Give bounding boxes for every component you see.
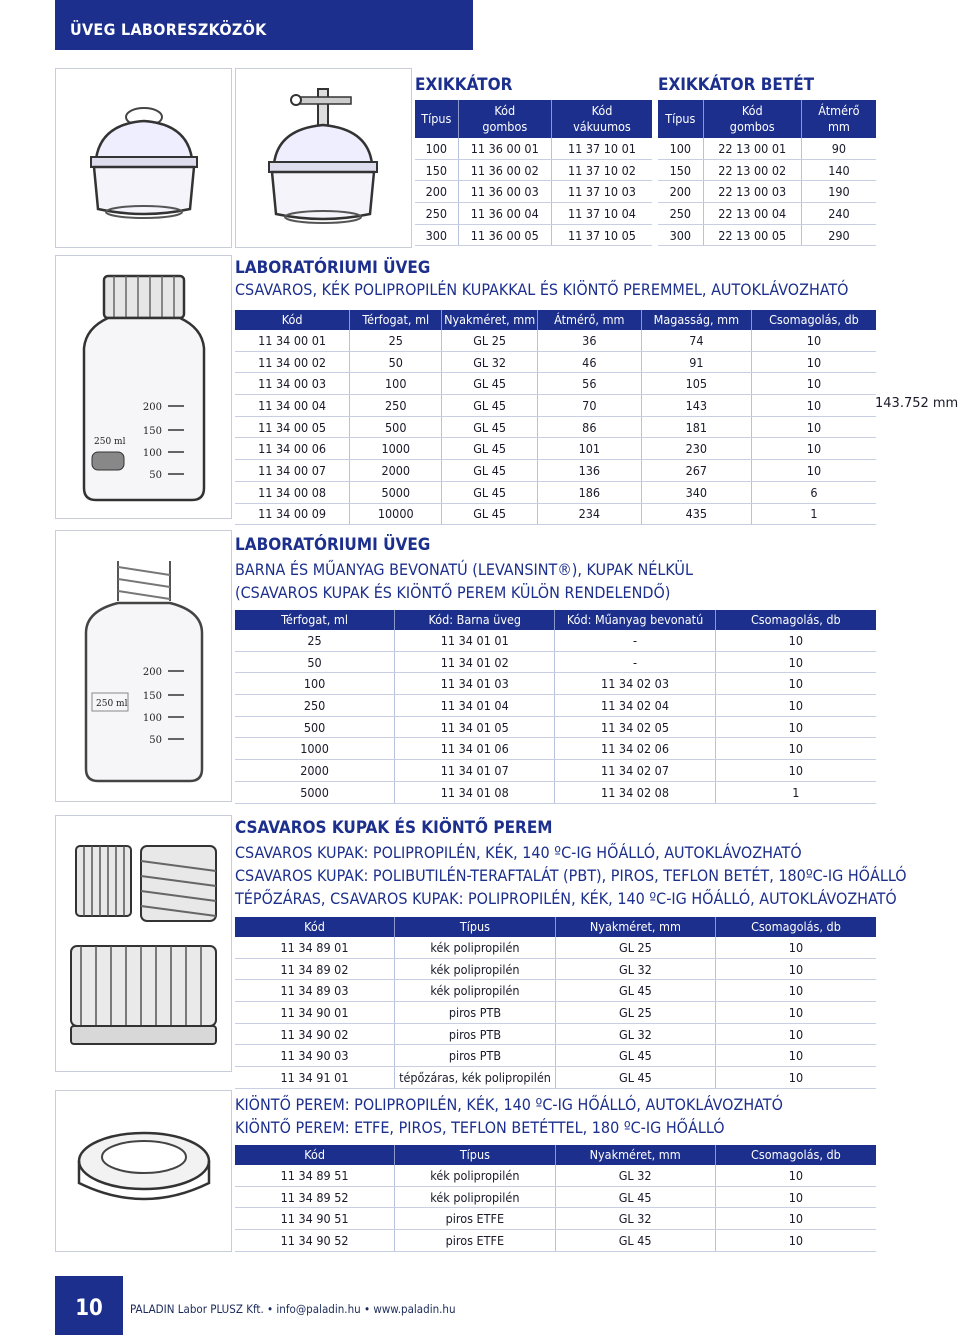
table-cell: 11 34 01 02 (395, 651, 555, 673)
table-cell: 11 34 90 03 (235, 1045, 395, 1067)
table-cell: 11 34 02 08 (555, 781, 715, 803)
table-cell: 1000 (350, 438, 442, 460)
table-cell: 181 (641, 416, 751, 438)
table-row (235, 416, 876, 438)
table-cell: 435 (641, 503, 751, 525)
desiccator-image (55, 68, 232, 248)
table-cell: 300 (415, 224, 458, 246)
table-cell: 11 34 90 02 (235, 1023, 395, 1045)
table-cell: 10 (751, 351, 876, 373)
table-row (235, 958, 876, 980)
table-header-row (235, 310, 876, 330)
desiccator-drawing (56, 69, 231, 247)
table-cell: 1000 (235, 738, 395, 760)
table-cell: 10 (715, 738, 876, 760)
bottle-volume-label: 250 ml (94, 437, 126, 447)
table-cell: GL 25 (442, 330, 537, 351)
column-header: Nyakméret, mm (555, 917, 715, 937)
grad-label-b1: 200 (142, 667, 162, 678)
table-row (235, 695, 876, 717)
table-header-row (235, 610, 876, 630)
table-cell: GL 45 (442, 481, 537, 503)
table-cell: 11 37 10 02 (551, 159, 652, 181)
column-header: Csomagolás, db (751, 310, 876, 330)
table-cell: 140 (801, 159, 876, 181)
table-cell: 56 (537, 373, 641, 395)
lab-glass-2-subtitle-1: BARNA ÉS MŰANYAG BEVONATÚ (LEVANSINT®), KUPAK NÉLKÜL (235, 560, 693, 579)
table-cell: piros ETFE (395, 1230, 555, 1252)
column-header: Térfogat, ml (350, 310, 442, 330)
column-header: Nyakméret, mm (555, 1145, 715, 1165)
table-cell: 11 34 89 52 (235, 1186, 395, 1208)
table-cell: 22 13 00 03 (703, 181, 801, 203)
exikkator-betet-table (658, 100, 876, 246)
table-cell: piros PTB (395, 1023, 556, 1045)
pour-ring-image (55, 1090, 232, 1252)
table-cell: 25 (350, 330, 442, 351)
table-cell: 10 (751, 460, 876, 482)
table-cell: 10 (751, 395, 876, 417)
table-cell: 11 34 00 06 (235, 438, 350, 460)
table-cell: 11 36 00 01 (458, 138, 551, 159)
table-cell: 11 34 89 01 (235, 937, 395, 958)
table-cell: 5000 (350, 481, 442, 503)
brown-bottle-volume-label: 250 ml (96, 699, 128, 709)
table-cell: 267 (641, 460, 751, 482)
table-cell: 10 (751, 416, 876, 438)
table-cell: 10 (715, 958, 876, 980)
table-cell: 10 (715, 716, 876, 738)
table-row (658, 138, 876, 159)
column-header: Típus (415, 100, 458, 138)
caps-line-2: CSAVAROS KUPAK: POLIBUTILÉN-TERAFTALÁT (PBT), PIROS, TEFLON BETÉT, 180ºC-IG HŐÁLLÓ (235, 866, 907, 885)
table-cell: 11 37 10 03 (551, 181, 652, 203)
table-cell: 100 (235, 673, 395, 695)
column-header: Kód (235, 1145, 395, 1165)
table-cell: GL 45 (442, 460, 537, 482)
table-row (235, 330, 876, 351)
table-cell: 10 (715, 1023, 876, 1045)
column-header: Kód: Műanyag bevonatú (555, 610, 715, 630)
table-cell: 11 34 01 05 (395, 716, 555, 738)
grad-label-b4: 50 (149, 735, 162, 746)
table-cell: 10 (715, 1002, 876, 1024)
table-cell: GL 45 (555, 1067, 715, 1089)
grad-label-b3: 100 (142, 713, 162, 724)
table-cell: 11 34 90 51 (235, 1208, 395, 1230)
grad-label-4: 50 (149, 470, 162, 481)
grad-label-1: 200 (142, 402, 162, 413)
table-cell: 240 (801, 203, 876, 225)
table-cell: 500 (235, 716, 395, 738)
exikkator-table (415, 100, 652, 246)
dimension-note: 143.752 mm (875, 396, 959, 411)
table-cell: 250 (658, 203, 703, 225)
table-cell: 10 (715, 1045, 876, 1067)
table-cell: kék polipropilén (395, 1186, 555, 1208)
table-cell: GL 32 (442, 351, 537, 373)
table-cell: 11 34 00 07 (235, 460, 350, 482)
table-row (235, 630, 876, 651)
table-cell: 11 34 00 04 (235, 395, 350, 417)
table-row (235, 1208, 876, 1230)
table-cell: kék polipropilén (395, 958, 556, 980)
table-cell: GL 45 (555, 1186, 715, 1208)
table-header-row (235, 917, 876, 937)
table-cell: 10000 (350, 503, 442, 525)
table-cell: 70 (537, 395, 641, 417)
table-cell: GL 45 (555, 1045, 715, 1067)
table-cell: 11 34 89 51 (235, 1165, 395, 1186)
table-row (235, 1067, 876, 1089)
table-cell: GL 32 (555, 1208, 715, 1230)
table-header-row (415, 100, 652, 138)
table-cell: GL 25 (555, 937, 715, 958)
table-row (235, 1230, 876, 1252)
table-cell: 22 13 00 04 (703, 203, 801, 225)
table-cell: 200 (415, 181, 458, 203)
table-cell: piros PTB (395, 1045, 556, 1067)
table-cell: piros ETFE (395, 1208, 555, 1230)
table-cell: kék polipropilén (395, 1165, 555, 1186)
column-header: Típus (395, 1145, 555, 1165)
table-row (235, 481, 876, 503)
table-cell: 11 37 10 04 (551, 203, 652, 225)
column-header: Kód: Barna üveg (395, 610, 555, 630)
table-row (235, 651, 876, 673)
table-cell: 11 36 00 05 (458, 224, 551, 246)
table-cell: GL 45 (442, 395, 537, 417)
table-cell: 2000 (235, 760, 395, 782)
table-cell: 91 (641, 351, 751, 373)
table-cell: kék polipropilén (395, 937, 556, 958)
table-cell: 290 (801, 224, 876, 246)
table-cell: 10 (715, 1230, 876, 1252)
column-header: Típus (395, 917, 556, 937)
table-cell: 101 (537, 438, 641, 460)
table-cell: 2000 (350, 460, 442, 482)
column-header: Nyakméret, mm (442, 310, 537, 330)
table-cell: 11 37 10 05 (551, 224, 652, 246)
table-cell: 11 34 91 01 (235, 1067, 395, 1089)
table-cell: 11 34 89 02 (235, 958, 395, 980)
table-cell: 10 (715, 1165, 876, 1186)
table-row (235, 781, 876, 803)
column-header: Kód gombos (458, 100, 551, 138)
table-cell: 10 (715, 937, 876, 958)
table-cell: kék polipropilén (395, 980, 556, 1002)
table-row (658, 181, 876, 203)
table-cell: 250 (235, 695, 395, 717)
column-header: Kód vákuumos (551, 100, 652, 138)
table-cell: 230 (641, 438, 751, 460)
table-cell: 11 34 01 03 (395, 673, 555, 695)
table-cell: 11 37 10 01 (551, 138, 652, 159)
table-cell: - (555, 630, 715, 651)
table-row (235, 503, 876, 525)
table-row (235, 1165, 876, 1186)
table-cell: 90 (801, 138, 876, 159)
table-row (235, 760, 876, 782)
table-cell: 10 (715, 760, 876, 782)
table-cell: 10 (715, 651, 876, 673)
lab-glass-1-subtitle: CSAVAROS, KÉK POLIPROPILÉN KUPAKKAL ÉS KIÖNTŐ PEREMMEL, AUTOKLÁVOZHATÓ (235, 280, 849, 299)
table-cell: 10 (715, 980, 876, 1002)
table-cell: 22 13 00 02 (703, 159, 801, 181)
table-row (415, 138, 652, 159)
column-header: Csomagolás, db (715, 610, 876, 630)
table-cell: tépőzáras, kék polipropilén (395, 1067, 556, 1089)
table-row (415, 224, 652, 246)
table-cell: 36 (537, 330, 641, 351)
brown-bottle-image (55, 530, 232, 802)
pour-ring-line-1: KIÖNTŐ PEREM: POLIPROPILÉN, KÉK, 140 ºC-IG HŐÁLLÓ, AUTOKLÁVOZHATÓ (235, 1095, 783, 1114)
table-cell: 11 34 00 03 (235, 373, 350, 395)
table-cell: 11 34 02 07 (555, 760, 715, 782)
table-cell: GL 45 (442, 438, 537, 460)
table-cell: 86 (537, 416, 641, 438)
table-row (658, 224, 876, 246)
table-cell: 11 34 00 08 (235, 481, 350, 503)
table-cell: 11 34 01 04 (395, 695, 555, 717)
table-cell: GL 32 (555, 958, 715, 980)
caps-table (235, 917, 876, 1089)
table-cell: 10 (751, 438, 876, 460)
table-cell: 143 (641, 395, 751, 417)
table-cell: 22 13 00 05 (703, 224, 801, 246)
table-cell: 250 (415, 203, 458, 225)
table-row (235, 1002, 876, 1024)
grad-label-2: 150 (142, 426, 162, 437)
table-row (235, 1023, 876, 1045)
table-cell: 100 (658, 138, 703, 159)
lab-bottle-image (55, 255, 232, 519)
table-cell: 74 (641, 330, 751, 351)
table-header-row (235, 1145, 876, 1165)
grad-label-b2: 150 (142, 691, 162, 702)
table-cell: 46 (537, 351, 641, 373)
table-header-row (658, 100, 876, 138)
table-row (235, 980, 876, 1002)
table-row (415, 159, 652, 181)
table-cell: GL 32 (555, 1165, 715, 1186)
table-cell: 10 (715, 695, 876, 717)
table-cell: 300 (658, 224, 703, 246)
table-row (658, 159, 876, 181)
table-cell: 200 (658, 181, 703, 203)
table-cell: 11 34 00 02 (235, 351, 350, 373)
caps-image (55, 815, 232, 1072)
table-cell: 11 34 00 05 (235, 416, 350, 438)
lab-glass-2-table (235, 610, 876, 804)
caps-title: CSAVAROS KUPAK ÉS KIÖNTŐ PEREM (235, 818, 553, 838)
table-cell: 11 36 00 02 (458, 159, 551, 181)
column-header: Kód gombos (703, 100, 801, 138)
table-cell: 10 (751, 373, 876, 395)
lab-glass-1-title: LABORATÓRIUMI ÜVEG (235, 258, 431, 278)
caps-line-3: TÉPŐZÁRAS, CSAVAROS KUPAK: POLIPROPILÉN, KÉK, 140 ºC-IG HŐÁLLÓ, AUTOKLÁVOZHATÓ (235, 889, 897, 908)
table-cell: 105 (641, 373, 751, 395)
table-cell: 22 13 00 01 (703, 138, 801, 159)
pour-ring-line-2: KIÖNTŐ PEREM: ETFE, PIROS, TEFLON BETÉTTEL, 180 ºC-IG HŐÁLLÓ (235, 1118, 725, 1137)
brown-bottle-drawing (56, 531, 231, 801)
table-cell: 100 (350, 373, 442, 395)
lab-glass-2-subtitle-2: (CSAVAROS KUPAK ÉS KIÖNTŐ PEREM KÜLÖN RENDELENDŐ) (235, 583, 671, 602)
table-cell: 11 34 01 08 (395, 781, 555, 803)
table-row (235, 351, 876, 373)
pour-ring-drawing (56, 1091, 231, 1251)
caps-drawing (56, 816, 231, 1071)
table-cell: 186 (537, 481, 641, 503)
table-cell: 250 (350, 395, 442, 417)
table-cell: 1 (715, 781, 876, 803)
table-cell: 11 34 00 01 (235, 330, 350, 351)
table-row (235, 716, 876, 738)
table-cell: 25 (235, 630, 395, 651)
table-row (235, 937, 876, 958)
column-header: Csomagolás, db (715, 1145, 876, 1165)
table-cell: piros PTB (395, 1002, 556, 1024)
caps-line-1: CSAVAROS KUPAK: POLIPROPILÉN, KÉK, 140 ºC-IG HŐÁLLÓ, AUTOKLÁVOZHATÓ (235, 843, 802, 862)
table-row (235, 1045, 876, 1067)
table-cell: 150 (415, 159, 458, 181)
table-cell: 10 (715, 673, 876, 695)
table-cell: 11 34 89 03 (235, 980, 395, 1002)
column-header: Átmérő mm (801, 100, 876, 138)
table-row (235, 673, 876, 695)
table-cell: 11 36 00 03 (458, 181, 551, 203)
column-header: Kód (235, 310, 350, 330)
table-cell: 500 (350, 416, 442, 438)
header-title: ÜVEG LABORESZKÖZÖK (70, 20, 267, 39)
table-cell: GL 45 (442, 416, 537, 438)
table-cell: 11 36 00 04 (458, 203, 551, 225)
table-cell: 10 (715, 1067, 876, 1089)
table-cell: GL 45 (555, 980, 715, 1002)
table-cell: 1 (751, 503, 876, 525)
table-cell: GL 25 (555, 1002, 715, 1024)
table-row (415, 203, 652, 225)
table-cell: GL 45 (442, 373, 537, 395)
table-cell: 10 (715, 630, 876, 651)
table-cell: 100 (415, 138, 458, 159)
table-cell: 340 (641, 481, 751, 503)
table-row (658, 203, 876, 225)
table-cell: 11 34 02 03 (555, 673, 715, 695)
table-cell: 234 (537, 503, 641, 525)
table-cell: GL 45 (442, 503, 537, 525)
table-cell: 10 (715, 1186, 876, 1208)
vacuum-desiccator-drawing (236, 69, 411, 247)
lab-bottle-drawing (56, 256, 231, 518)
table-cell: GL 32 (555, 1023, 715, 1045)
table-cell: 11 34 90 01 (235, 1002, 395, 1024)
table-row (235, 438, 876, 460)
table-row (235, 373, 876, 395)
lab-glass-2-title: LABORATÓRIUMI ÜVEG (235, 535, 431, 555)
table-cell: GL 45 (555, 1230, 715, 1252)
column-header: Átmérő, mm (537, 310, 641, 330)
page-number: 10 (55, 1276, 123, 1335)
table-row (235, 395, 876, 417)
footer-contact: PALADIN Labor PLUSZ Kft. • info@paladin.hu • www.paladin.hu (130, 1302, 456, 1316)
column-header: Kód (235, 917, 395, 937)
exikkator-betet-title: EXIKKÁTOR BETÉT (658, 75, 815, 95)
table-cell: - (555, 651, 715, 673)
table-row (235, 1186, 876, 1208)
grad-label-3: 100 (142, 448, 162, 459)
table-cell: 11 34 02 06 (555, 738, 715, 760)
table-cell: 5000 (235, 781, 395, 803)
table-row (415, 181, 652, 203)
table-cell: 11 34 90 52 (235, 1230, 395, 1252)
column-header: Csomagolás, db (715, 917, 876, 937)
exikkator-title: EXIKKÁTOR (415, 75, 513, 95)
table-cell: 190 (801, 181, 876, 203)
table-cell: 150 (658, 159, 703, 181)
table-cell: 10 (751, 330, 876, 351)
table-row (235, 460, 876, 482)
table-cell: 6 (751, 481, 876, 503)
table-cell: 136 (537, 460, 641, 482)
table-cell: 11 34 01 06 (395, 738, 555, 760)
vacuum-desiccator-image (235, 68, 412, 248)
table-cell: 50 (235, 651, 395, 673)
column-header: Magasság, mm (641, 310, 751, 330)
table-cell: 11 34 00 09 (235, 503, 350, 525)
table-row (235, 738, 876, 760)
table-cell: 11 34 01 01 (395, 630, 555, 651)
table-cell: 11 34 01 07 (395, 760, 555, 782)
column-header: Típus (658, 100, 703, 138)
pour-ring-table (235, 1145, 876, 1252)
lab-glass-1-table (235, 310, 876, 525)
table-cell: 50 (350, 351, 442, 373)
table-cell: 11 34 02 05 (555, 716, 715, 738)
table-cell: 11 34 02 04 (555, 695, 715, 717)
table-cell: 10 (715, 1208, 876, 1230)
column-header: Térfogat, ml (235, 610, 395, 630)
